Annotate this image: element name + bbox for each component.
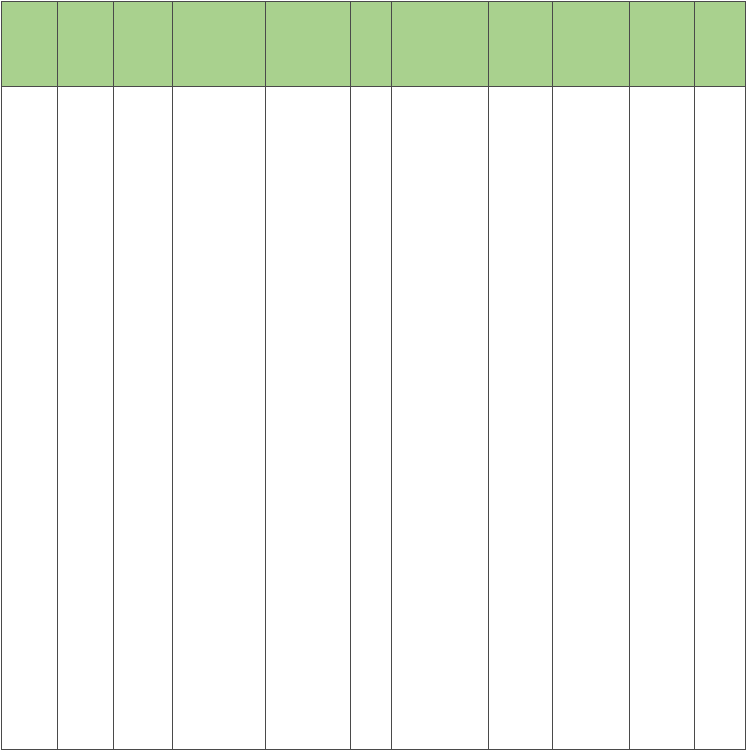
max-granularity-cell xyxy=(392,87,489,750)
header-processing-capacity xyxy=(553,2,630,87)
separation-size-cell xyxy=(630,87,695,750)
table-body xyxy=(2,87,746,750)
header-overflow-pipe-diameter xyxy=(173,2,266,87)
model-cell xyxy=(2,87,58,750)
header-separation-size xyxy=(630,2,695,87)
feeding-pressure-cell xyxy=(489,87,553,750)
header-model xyxy=(2,2,58,87)
underflow-cell xyxy=(266,87,351,750)
table-row xyxy=(2,87,746,750)
header-underflow-diameter xyxy=(266,2,351,87)
header-row xyxy=(2,2,746,87)
processing-capacity-cell xyxy=(553,87,630,750)
overflow-pipe-cell xyxy=(173,87,266,750)
unit-weight-cell xyxy=(695,87,746,750)
header-inner-diameter xyxy=(58,2,114,87)
feeding-caliber-cell xyxy=(114,87,173,750)
header-max-feeding-granularity xyxy=(392,2,489,87)
hydrocyclone-spec-table xyxy=(1,1,746,750)
header-feeding-pressure xyxy=(489,2,553,87)
header-cone-angle xyxy=(351,2,392,87)
cone-angle-cell xyxy=(351,87,392,750)
header-feeding-caliber xyxy=(114,2,173,87)
header-unit-weight xyxy=(695,2,746,87)
inner-diameter-cell xyxy=(58,87,114,750)
